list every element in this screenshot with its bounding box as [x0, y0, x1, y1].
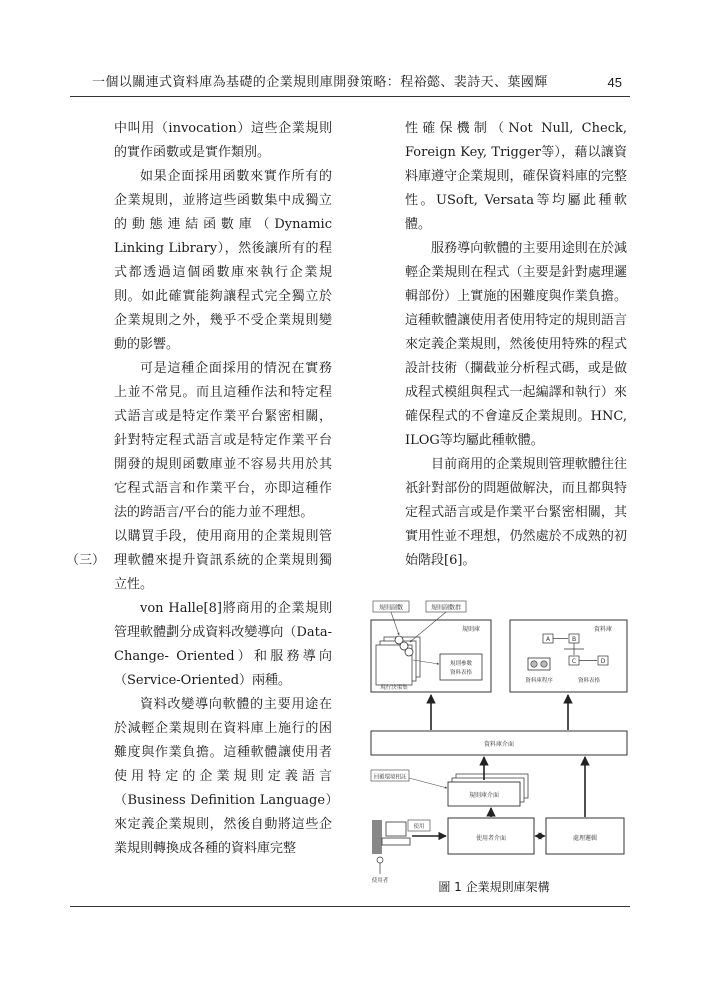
left-paragraph-1: 中叫用（invocation）這些企業規則的實作函數或是實作類別。: [114, 121, 332, 160]
decision-dot-3: [405, 648, 413, 656]
node-a-label: A: [545, 636, 551, 643]
header-title: 一個以關連式資料庫為基礎的企業規則庫開發策略：程裕懿、裴詩天、葉國輝: [92, 75, 548, 90]
architecture-diagram: [368, 598, 630, 898]
user-keyboard-icon: [382, 838, 410, 845]
db-program-label: 資料庫程序: [525, 678, 553, 684]
current-funcs-label: 現行決策集: [380, 685, 408, 691]
node-b-label: B: [571, 636, 577, 643]
db-program-disk-1: [531, 661, 537, 667]
db-program-disk-2: [541, 661, 547, 667]
right-paragraph-1: 性確保機制（Not Null, Check, Foreign Key, Trigger等），藉以讓資料庫遵守企業規則，確保資料庫的完整性。USoft, Versata等均屬此種軟體。: [405, 121, 627, 232]
callback-pointer: [409, 778, 447, 788]
node-d-label: D: [600, 658, 606, 665]
list-item-3-marker: （三）: [66, 553, 106, 568]
rule-params-table-label: 資料表格: [449, 670, 473, 676]
rule-store-label: 規則庫: [462, 626, 481, 633]
left-paragraph-5: 資料改變導向軟體的主要用途在於減輕企業規則在資料庫上施行的困難度與作業負擔。這種軟體讓使用者使用特定的企業規則定義語言（Business Definition Language）來定義企業規則，然後自動將這些企業規則轉換成各種的資料庫完整: [114, 697, 332, 856]
page-number: 45: [607, 75, 622, 90]
figure-1: [368, 598, 630, 898]
rule-modify-label: 規則副數群: [430, 604, 462, 612]
right-paragraph-2: 服務導向軟體的主要用途則在於減輕企業規則在程式（主要是針對處理邏輯部份）上實施的困難度與作業負擔。這種軟體讓使用者使用特定的規則語言來定義企業規則，然後使用特殊的程式設計技術（攔截並分析程式碼，或是做成程式模組與程式一起編譯和執行）來確保程式的不會違反企業規則。HNC, ILOG等均屬此種軟體。: [405, 241, 627, 448]
side-connector: [372, 820, 382, 854]
user-action-label: 使用: [413, 824, 425, 830]
header-rule: [70, 96, 630, 97]
user-interface-label: 使用者介面: [475, 835, 507, 842]
right-column: [405, 117, 627, 573]
left-paragraph-4: von Halle[8]將商用的企業規則管理軟體劃分成資料改變導向（Data-Change- Oriented）和服務導向（Service-Oriented）兩種。: [114, 601, 332, 688]
user-monitor-icon: [386, 822, 406, 836]
left-paragraph-3: 可是這種企面採用的情況在實務上並不常見。而且這種作法和特定程式語言或是特定作業平台緊密相關，針對特定程式語言或是特定作業平台開發的規則函數庫並不容易共用於其它程式語言和作業平台，亦即這種作法的跨語言/平台的能力並不理想。: [114, 361, 332, 520]
rule-params-label: 規則參數: [449, 661, 473, 667]
left-paragraph-2: 如果企面採用函數來實作所有的企業規則，並將這些函數集中成獨立的動態連結函數庫（Dynamic Linking Library），然後讓所有的程式都透過這個函數庫來執行企業規則。如此確實能夠讓程式完全獨立於企業規則之外，幾乎不受企業規則變動的影響。: [114, 169, 332, 352]
footer-rule: [70, 906, 630, 907]
rule-table-label: 規則副數: [378, 604, 404, 612]
rule-interface-label: 規則庫介面: [468, 792, 500, 799]
db-table-label: 資料表格: [577, 678, 601, 684]
db-interface-label: 資料庫介面: [483, 741, 515, 748]
left-column: [114, 117, 332, 861]
list-item-3-text: 以購買手段，使用商用的企業規則管理軟體來提升資訊系統的企業規則獨立性。: [114, 529, 332, 592]
right-paragraph-3: 目前商用的企業規則管理軟體往往祇針對部份的問題做解決，而且都與特定程式語言或是作業平台緊密相關，其實用性並不理想，仍然處於不成熟的初始階段[6]。: [405, 457, 627, 568]
figure-caption: 圖 1 企業規則庫架構: [438, 880, 550, 894]
node-c-label: C: [571, 658, 577, 665]
processing-logic-label: 處理邏輯: [572, 835, 598, 842]
running-header: [92, 72, 622, 94]
user-label: 使用者: [371, 878, 389, 884]
user-head-icon: [377, 857, 383, 863]
database-label: 資料庫: [594, 626, 613, 633]
callback-label: 回覆環境相託: [373, 774, 407, 781]
rule-params-box: [440, 654, 482, 680]
